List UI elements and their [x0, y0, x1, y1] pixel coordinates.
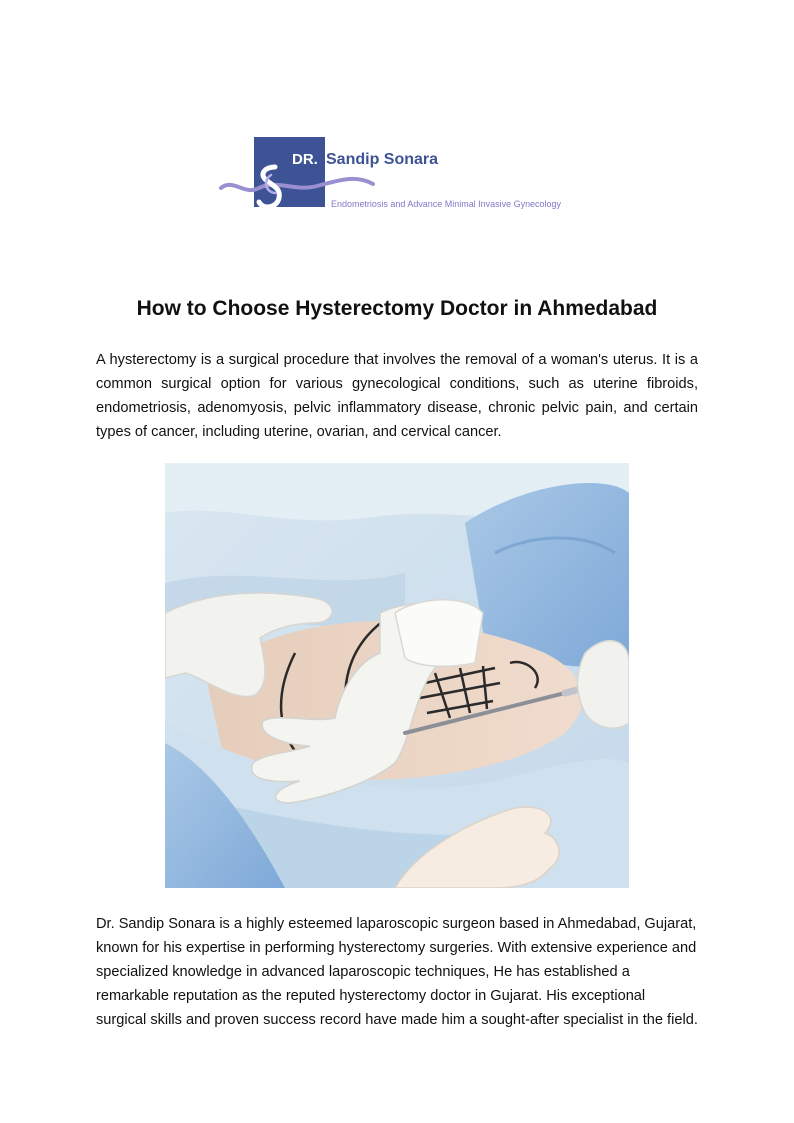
- logo-prefix: DR.: [292, 151, 318, 168]
- brand-logo: [219, 134, 569, 216]
- doctor-paragraph: Dr. Sandip Sonara is a highly esteemed laparoscopic surgeon based in Ahmedabad, Gujarat, known for his expertise in performing hysterectomy surgeries. With extensive experience and specialized knowledge in advanced laparoscopic techniques, He has established a remarkable reputation as the reputed hysterectomy doctor in Gujarat. His exceptional surgical skills and proven success record have made him a sought-after specialist in the field.: [96, 916, 698, 1028]
- surgery-photo: [165, 463, 629, 888]
- intro-paragraph: A hysterectomy is a surgical procedure that involves the removal of a woman's uterus. It is a common surgical option for various gynecological conditions, such as uterine fibroids, endometriosis, adenomyosis, pelvic inflammatory disease, chronic pelvic pain, and certain types of cancer, including uterine, ovarian, and cervical cancer.: [96, 352, 698, 440]
- page-title: How to Choose Hysterectomy Doctor in Ahmedabad: [136, 297, 658, 320]
- logo-name: Sandip Sonara: [326, 151, 439, 168]
- logo-tagline: Endometriosis and Advance Minimal Invasive Gynecology: [331, 199, 562, 209]
